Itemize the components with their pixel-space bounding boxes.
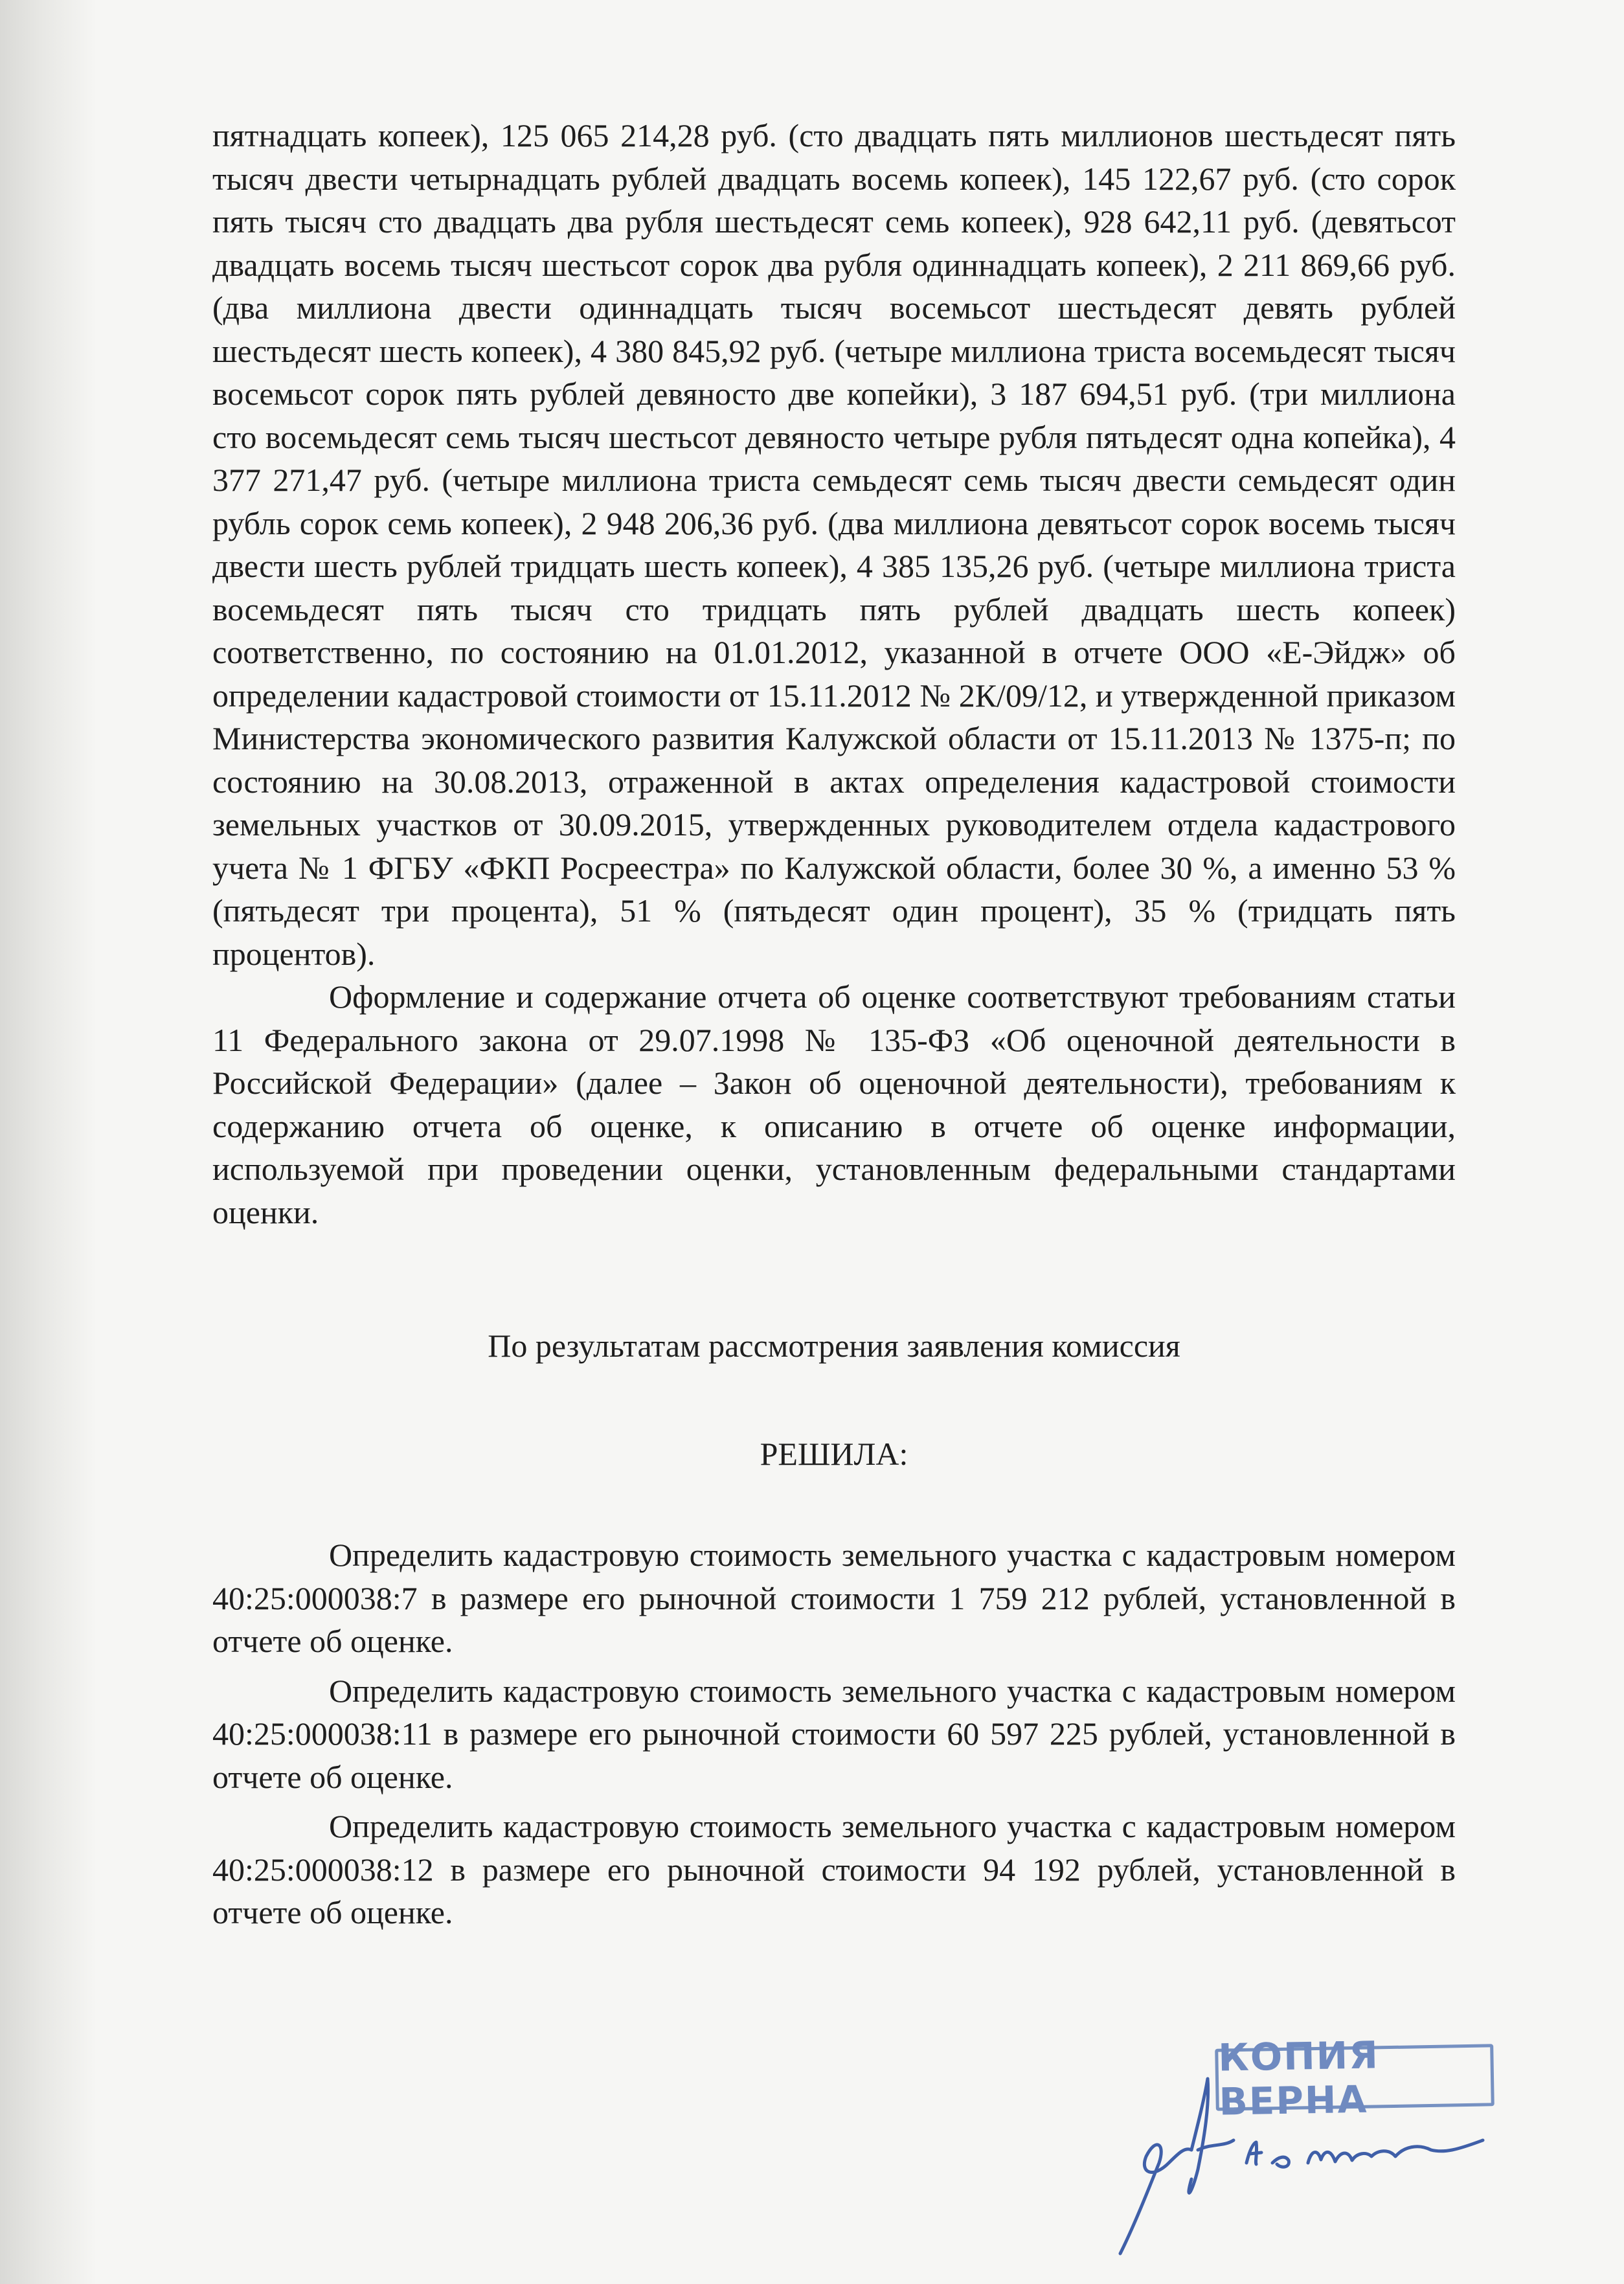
copy-certified-stamp: КОПИЯ ВЕРНА <box>1215 2044 1494 2110</box>
paragraph-report-compliance: Оформление и содержание отчета об оценке соответствуют требованиям статьи 11 Федерального закона от 29.07.1998 № 135-ФЗ «Об оценочной деятельности в Российской Федерации» (далее – Закон об оценочной деятельности), требованиям к содержанию отчета об оценке, к описанию в отчете об оценке информации, используемой при проведении оценки, установленным федеральными стандартами оценки. <box>212 978 1456 1230</box>
review-heading: По результатам рассмотрения заявления комиссия <box>488 1328 1180 1364</box>
signature-stroke <box>1120 2145 1191 2254</box>
decision-item: Определить кадастровую стоимость земельного участка с кадастровым номером 40:25:000038:7 в размере его рыночной стоимости 1 759 212 рублей, установленной в отчете об оценке. <box>212 1537 1456 1659</box>
signature-stroke <box>1246 2142 1261 2164</box>
section-spacer <box>212 1234 1456 1324</box>
decision-heading: РЕШИЛА: <box>760 1435 908 1472</box>
signature-stroke <box>1308 2140 1483 2163</box>
document-page <box>212 114 1456 1934</box>
paragraph-cadastral-values: пятнадцать копеек), 125 065 214,28 руб. (сто двадцать пять миллионов шестьдесят пять тысяч двести четырнадцать рублей двадцать восемь копеек), 145 122,67 руб. (сто сорок пять тысяч сто двадцать два рубля шестьдесят семь копеек), 928 642,11 руб. (девятьсот двадцать восемь тысяч шестьсот сорок два рубля одиннадцать копеек), 2 211 869,66 руб. (два миллиона двести одиннадцать тысяч восемьсот шестьдесят девять рублей шестьдесят шесть копеек), 4 380 845,92 руб. (четыре миллиона триста восемьдесят тысяч восемьсот сорок пять рублей девяносто две копейки), 3 187 694,51 руб. (три миллиона сто восемьдесят семь тысяч шестьсот девяносто четыре рубля пятьдесят одна копейка), 4 377 271,47 руб. (четыре миллиона триста семьдесят семь тысяч двести семьдесят один рубль сорок семь копеек), 2 948 206,36 руб. (два миллиона девятьсот сорок восемь тысяч двести шесть рублей тридцать шесть копеек), 4 385 135,26 руб. (четыре миллиона триста восемьдесят пять тысяч сто тридцать пять рублей двадцать шесть копеек) соответственно, по состоянию на 01.01.2012, указанной в отчете ООО «Е-Эйдж» об определении кадастровой стоимости от 15.11.2012 № 2К/09/12, и утвержденной приказом Министерства экономического развития Калужской области от 15.11.2013 № 1375-п; по состоянию на 30.08.2013, отраженной в актах определения кадастровой стоимости земельных участков от 30.09.2015, утвержденных руководителем отдела кадастрового учета № 1 ФГБУ «ФКП Росреестра» по Калужской области, более 30 %, а именно 53 % (пятьдесят три процента), 51 % (пятьдесят один процент), 35 % (тридцать пять процентов). <box>212 117 1456 972</box>
decision-item: Определить кадастровую стоимость земельного участка с кадастровым номером 40:25:000038:11 в размере его рыночной стоимости 60 597 225 рублей, установленной в отчете об оценке. <box>212 1672 1456 1795</box>
handwritten-signature <box>1094 2066 1548 2260</box>
decision-item: Определить кадастровую стоимость земельного участка с кадастровым номером 40:25:000038:12 в размере его рыночной стоимости 94 192 рублей, установленной в отчете об оценке. <box>212 1808 1456 1930</box>
decision-list <box>212 1533 1456 1934</box>
scan-shadow-edge <box>0 0 97 2284</box>
signature-stroke <box>1272 2157 1289 2167</box>
signature-stroke <box>1189 2079 1208 2193</box>
